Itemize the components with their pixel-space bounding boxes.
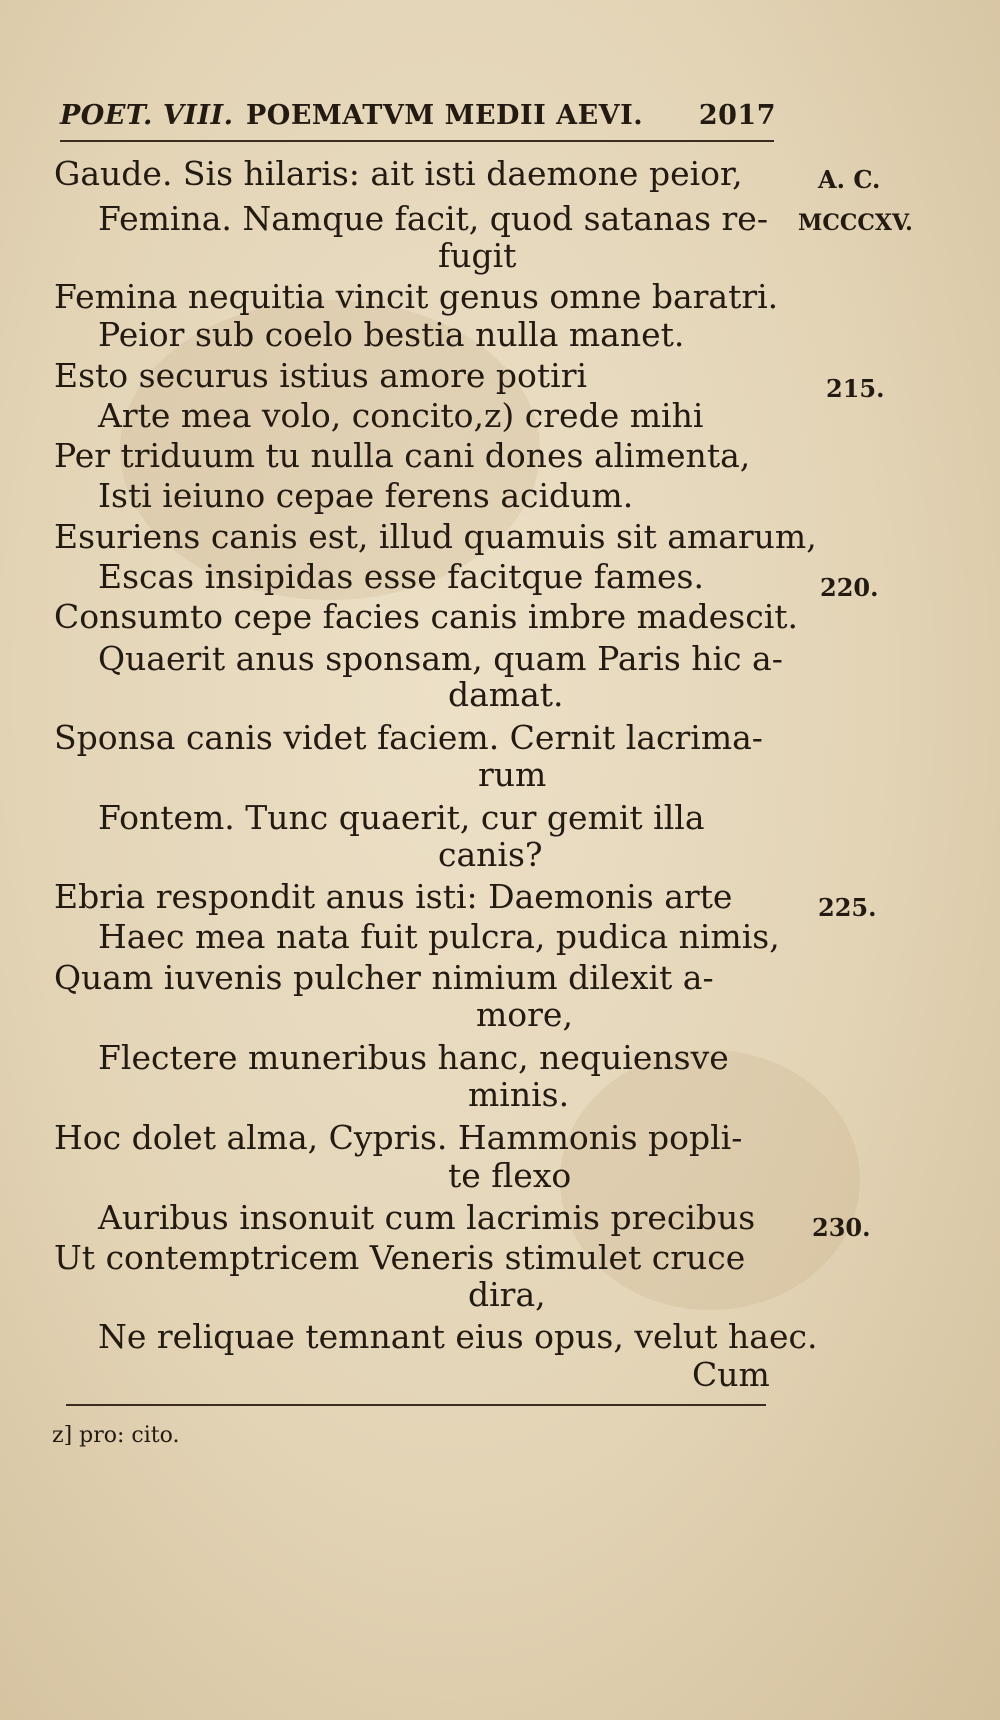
verse-line: Ebria respondit anus isti: Daemonis arte	[54, 877, 733, 916]
verse-line-continuation: fugit	[438, 236, 517, 275]
header-rule	[60, 140, 774, 142]
verse-line: Peior sub coelo bestia nulla manet.	[98, 315, 685, 354]
margin-line-number: 220.	[820, 573, 879, 602]
verse-line-continuation: te flexo	[448, 1156, 572, 1195]
margin-line-number: 215.	[826, 374, 885, 403]
verse-line: Femina. Namque facit, quod satanas re-	[98, 199, 768, 238]
verse-line: Esto securus istius amore potiri	[54, 356, 588, 395]
verse-line-continuation: dira,	[468, 1275, 546, 1314]
verse-line-continuation: rum	[478, 755, 547, 794]
verse-line: Fontem. Tunc quaerit, cur gemit illa	[98, 798, 705, 837]
verse-line-continuation: damat.	[448, 675, 564, 714]
verse-line-continuation: canis?	[438, 835, 543, 874]
margin-line-number: 230.	[812, 1213, 871, 1242]
footnote: z] pro: cito.	[52, 1423, 180, 1448]
verse-line: Haec mea nata fuit pulcra, pudica nimis,	[98, 917, 780, 956]
verse-line: Quaerit anus sponsam, quam Paris hic a-	[98, 639, 783, 678]
verse-line: Ut contemptricem Veneris stimulet cruce	[54, 1238, 746, 1277]
verse-line: Gaude. Sis hilaris: ait isti daemone peior,	[54, 154, 743, 193]
verse-line: Esuriens canis est, illud quamuis sit amarum,	[54, 517, 817, 556]
verse-line: Sponsa canis videt faciem. Cernit lacrima-	[54, 718, 763, 757]
running-header	[56, 92, 776, 136]
margin-line-number: 225.	[818, 893, 877, 922]
verse-line: Isti ieiuno cepae ferens acidum.	[98, 476, 634, 515]
catchword: Cum	[692, 1355, 770, 1394]
verse-line: Ne reliquae temnant eius opus, velut haec.	[98, 1317, 818, 1356]
margin-year: MCCCXV.	[798, 210, 913, 236]
verse-line-continuation: minis.	[468, 1075, 570, 1114]
margin-year-prefix: A. C.	[818, 165, 881, 194]
header-section: POET. VIII.	[60, 100, 234, 131]
verse-line: Femina nequitia vincit genus omne baratri.	[54, 277, 779, 316]
footnote-rule	[66, 1404, 766, 1406]
verse-line: Flectere muneribus hanc, nequiensve	[98, 1038, 729, 1077]
verse-line: Per triduum tu nulla cani dones alimenta,	[54, 436, 751, 475]
verse-line: Hoc dolet alma, Cypris. Hammonis popli-	[54, 1118, 743, 1157]
verse-line: Consumto cepe facies canis imbre madescit.	[54, 597, 798, 636]
verse-line: Arte mea volo, concito,z) crede mihi	[98, 396, 704, 435]
verse-line: Quam iuvenis pulcher nimium dilexit a-	[54, 958, 714, 997]
verse-line: Auribus insonuit cum lacrimis precibus	[98, 1198, 756, 1237]
page-number: 2017	[698, 100, 776, 131]
verse-line-continuation: more,	[476, 995, 573, 1034]
verse-line: Escas insipidas esse facitque fames.	[98, 557, 704, 596]
header-title: POEMATVM MEDII AEVI.	[246, 100, 644, 131]
